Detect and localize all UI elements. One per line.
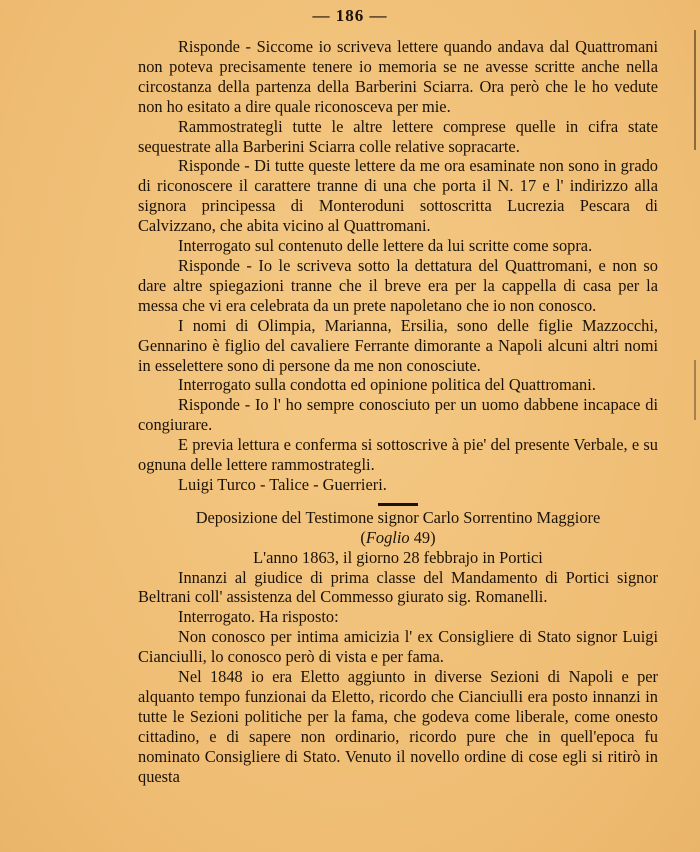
paragraph: Risponde - Siccome io scriveva lettere quando andava dal Quattromani non poteva precisamente tenere io memoria se ne avesse scritte anche nella circostanza della partenza della Barberini Sciarra. Ora però che le ho vedute non ho esitato a dire quale riconosceva per mie.: [138, 37, 658, 116]
paragraph: Interrogato sulla condotta ed opinione politica del Quattromani.: [178, 375, 596, 395]
section-divider: [378, 503, 418, 506]
paragraph: Interrogato. Ha risposto:: [178, 607, 339, 627]
deposition-title: Deposizione del Testimone signor Carlo Sorrentino Maggiore: [195, 507, 601, 527]
body-text: [138, 37, 658, 787]
paragraph: Interrogato sul contenuto delle lettere da lui scritte come sopra.: [178, 236, 593, 256]
paragraph: Innanzi al giudice di prima classe del Mandamento di Portici signor Beltrani coll' assistenza del Commesso giurato sig. Romanelli.: [138, 567, 658, 607]
paragraph: Rammostrategli tutte le altre lettere comprese quelle in cifra state sequestrate alla Barberini Sciarra colle relative sopracarte.: [138, 116, 658, 156]
folio-reference: (Foglio 49): [360, 527, 436, 547]
paragraph: Nel 1848 io era Eletto aggiunto in diverse Sezioni di Napoli e per alquanto tempo funzionai da Eletto, ricordo che Cianciulli era posto innanzi in tutte le Sezioni politiche per la fama, che godeva come liberale, come onesto cittadino, e di sapere non ordinario, ricordo pure che in quell'epoca fu nominato Consigliere di Stato. Venuto il novello ordine di cose egli si ritirò in questa: [138, 667, 658, 786]
paragraph: Risponde - Di tutte queste lettere da me ora esaminate non sono in grado di riconoscere il carattere tranne di una che porta il N. 17 e l' indirizzo alla signora principessa di Monteroduni sottoscritta Lucrezia Pescara di Calvizzano, che abita vicino al Quattromani.: [138, 156, 658, 236]
page-edge-mark: [694, 30, 696, 150]
page-edge-mark: [694, 360, 696, 420]
paragraph: E previa lettura e conferma si sottoscrive à pie' del presente Verbale, e su ognuna delle lettere rammostrategli.: [138, 435, 658, 475]
signatures: Luigi Turco - Talice - Guerrieri.: [178, 474, 387, 494]
page-number: — 186 —: [312, 6, 388, 25]
paragraph: Risponde - Io le scriveva sotto la dettatura del Quattromani, e non so dare altre spiegazioni tranne che il breve era per la cappella di casa per la messa che vi era celebrata da un prete napoletano che io non conosco.: [138, 255, 658, 315]
paragraph: I nomi di Olimpia, Marianna, Ersilia, sono delle figlie Mazzocchi, Gennarino è figlio del cavaliere Ferrante dimorante a Napoli alcuni altri nomi in esselettere sono di persone da me non conosciute.: [138, 315, 658, 375]
paragraph: Non conosco per intima amicizia l' ex Consigliere di Stato signor Luigi Cianciulli, lo conosco però di vista e per fama.: [138, 627, 658, 667]
paragraph: Risponde - Io l' ho sempre conosciuto per un uomo dabbene incapace di congiurare.: [138, 395, 658, 435]
date-line: L'anno 1863, il giorno 28 febbrajo in Portici: [253, 547, 543, 567]
